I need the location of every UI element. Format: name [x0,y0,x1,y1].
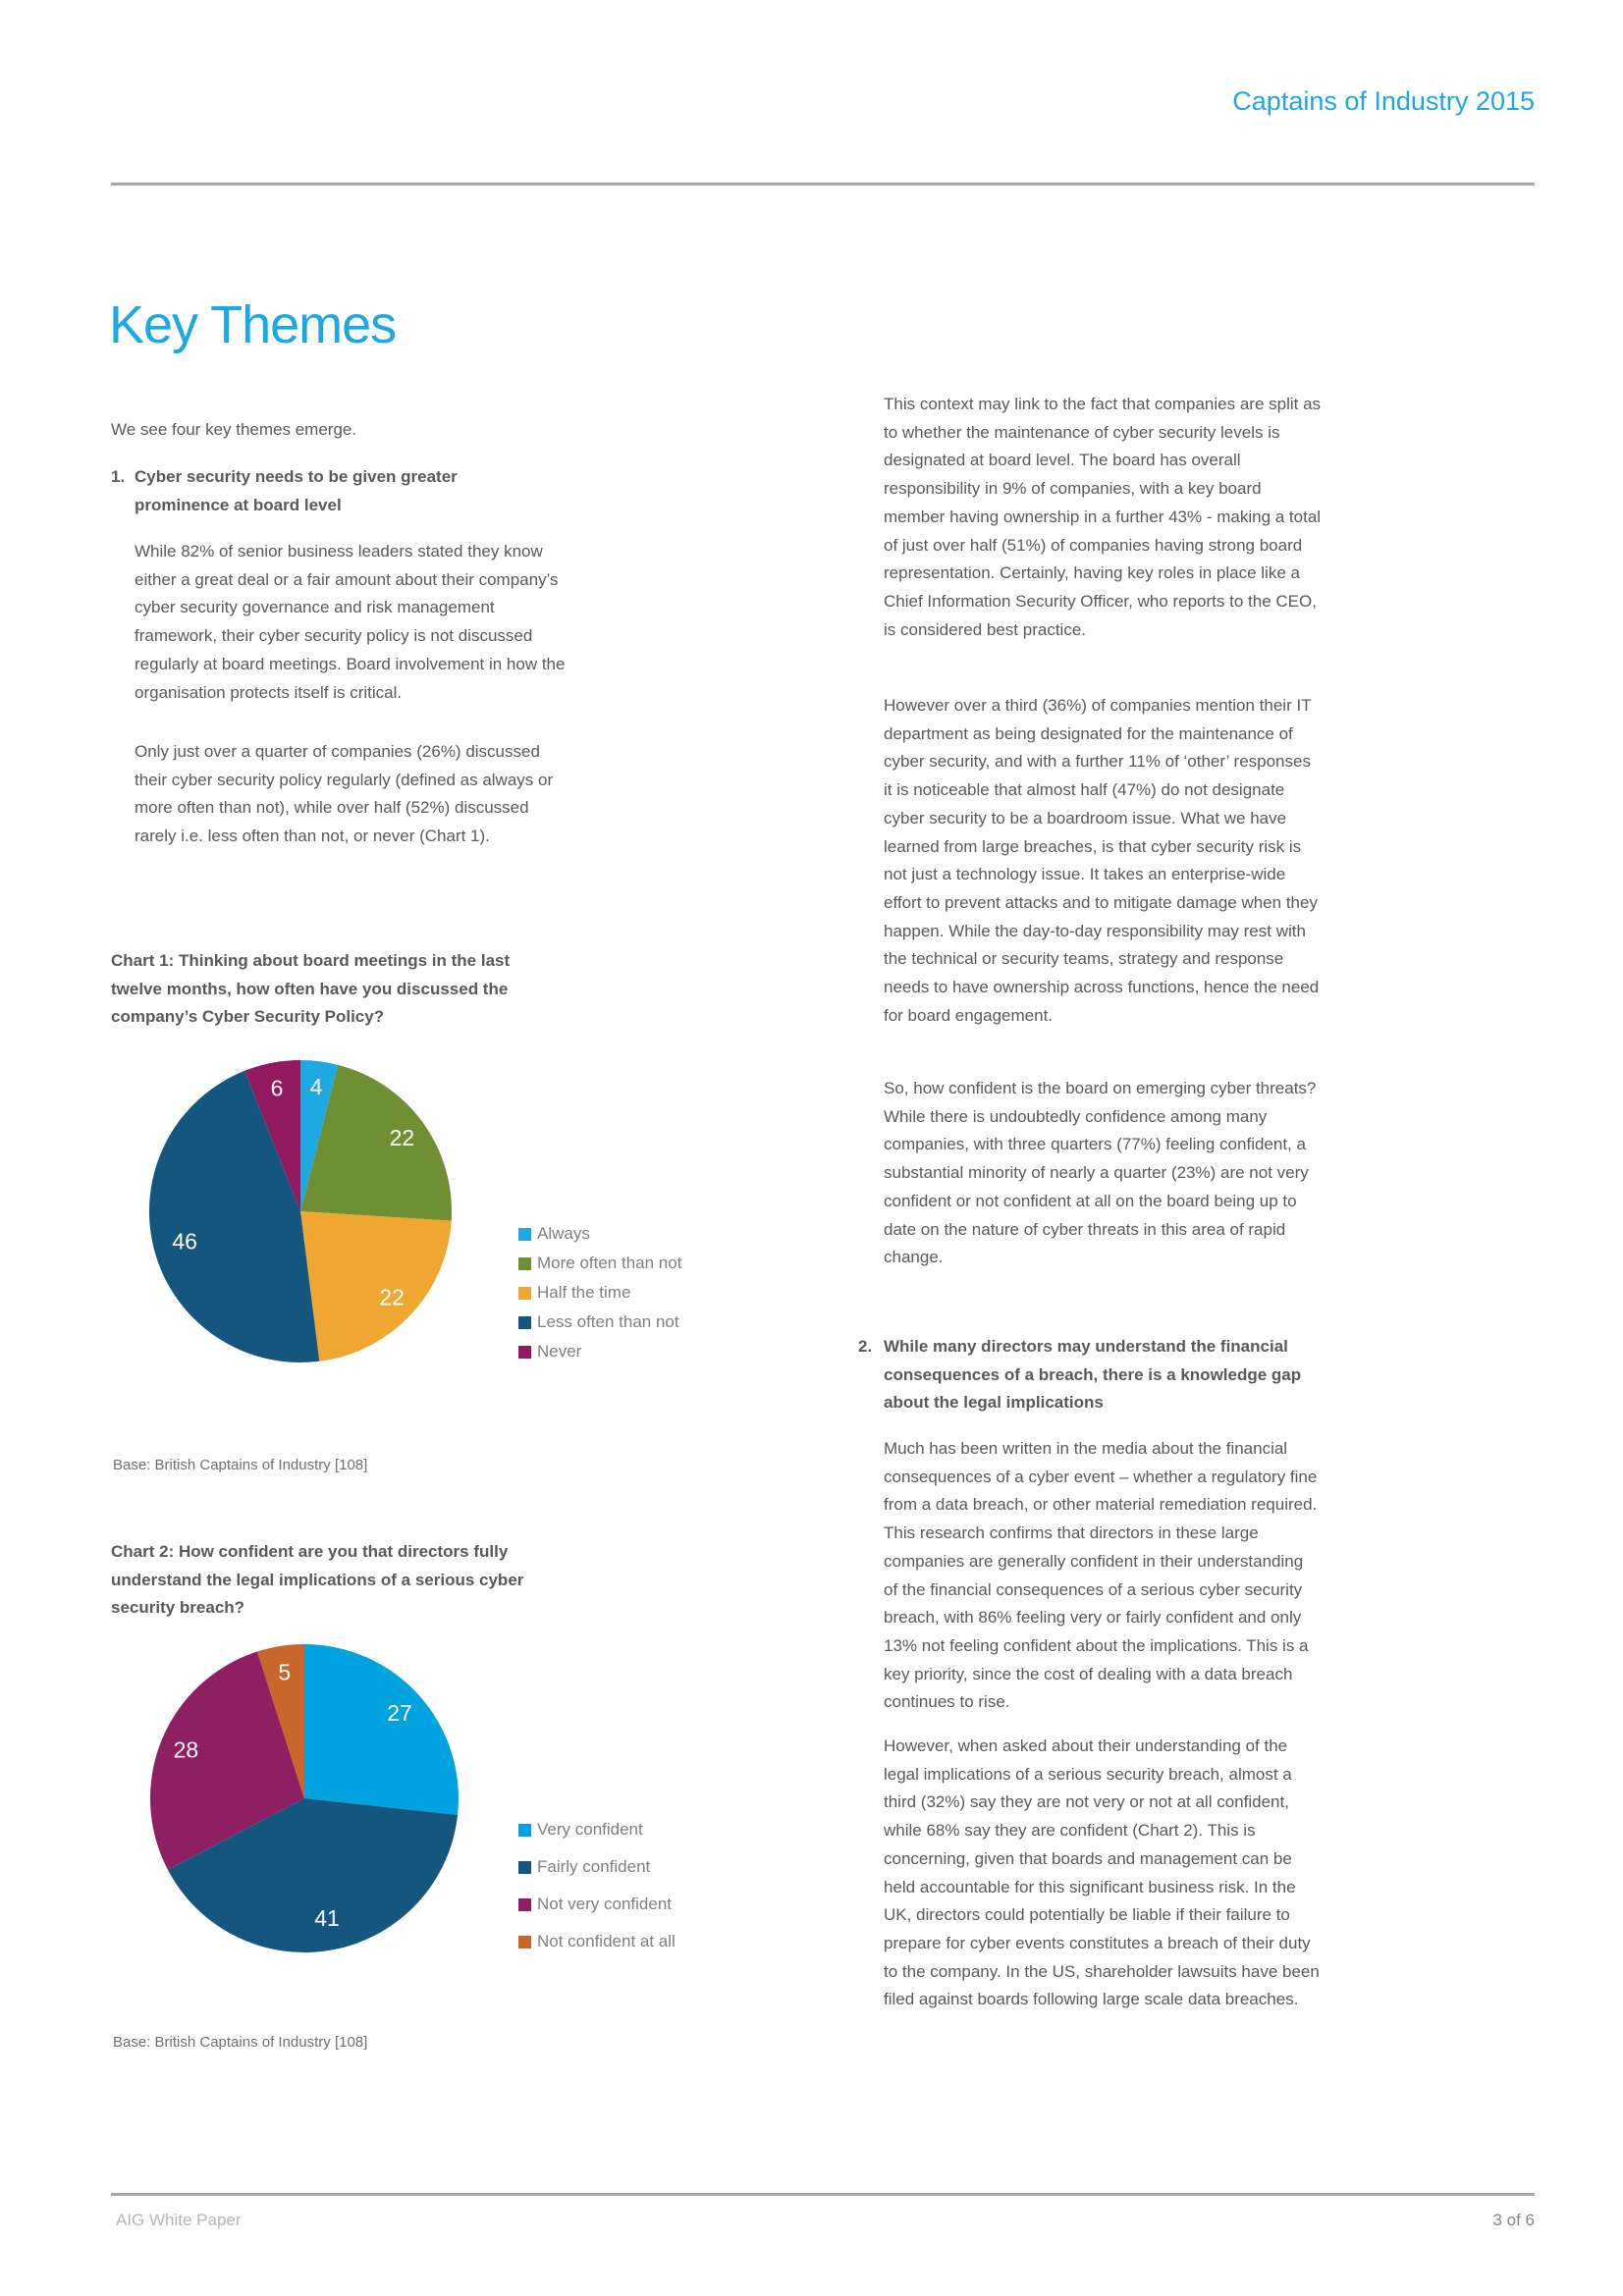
pie-value-label: 22 [389,1124,415,1150]
paragraph: So, how confident is the board on emerging cyber threats? While there is undoubtedly confidence among many companies, with three quarters (77%) feeling confident, a substantial minority of nearly a quarter (23%) are not very confident or not confident at all on the board being up to date on the nature of cyber threats in this area of rapid change. [884,1079,1317,1267]
legend-item [518,1308,681,1337]
pie-value-label: 46 [172,1228,197,1255]
legend-color-chip [518,1861,531,1874]
footer-rule [111,2193,1535,2196]
legend-color-chip [518,1257,531,1270]
pie-chart-1 [138,1049,462,1373]
legend-label: Fairly confident [537,1857,651,1876]
paragraph: While 82% of senior business leaders stated they know either a great deal or a fair amount about their company’s cyber security governance and risk management framework, their cyber security policy is not discussed regularly at board meetings. Board involvement in how the organisation protects itself is critical. [135,542,566,702]
legend-label: Less often than not [537,1312,679,1331]
list-number-1: 1. [111,467,126,486]
legend-color-chip [518,1898,531,1911]
legend-item [518,1811,676,1848]
pie-slice-half-the-time [300,1211,452,1362]
legend-label: More often than not [537,1254,682,1272]
legend-item [518,1923,676,1960]
paragraph: However, when asked about their understanding of the legal implications of a serious security breach, almost a third (32%) say they are not very or not at all confident, while 68% say they are confident (Chart 2). This is concerning, given that boards and management can be held accountable for this significant business risk. In the UK, directors could potentially be liable if their failure to prepare for cyber events constitutes a breach of their duty to the company. In the US, shareholder lawsuits have been filed against boards following large scale data breaches. [884,1736,1320,2009]
legend-color-chip [518,1824,531,1837]
legend-color-chip [518,1287,531,1300]
chart-1-base-note: Base: British Captains of Industry [108] [113,1457,368,1473]
footer-page-number: 3 of 6 [1492,2211,1535,2229]
paragraph: This context may link to the fact that companies are split as to whether the maintenance of cyber security levels is designated at board level. The board has overall responsibility in 9% of companies, with a key board member having ownership in a further 43% - making a total of just over half (51%) of companies having strong board representation. Certainly, having key roles in place like a Chief Information Security Officer, who reports to the CEO, is considered best practice. [884,395,1322,639]
pie-value-label: 28 [173,1736,199,1763]
legend-item [518,1848,676,1886]
legend-item [518,1249,681,1278]
legend-item [518,1886,676,1923]
legend-item [518,1219,681,1249]
chart-2-base-note: Base: British Captains of Industry [108] [113,2034,368,2051]
pie-value-label: 27 [387,1700,412,1726]
paragraph: Much has been written in the media about the financial consequences of a cyber event – whether a regulatory fine from a data breach, or other material remediation required. This research confirms that directors in these large companies are generally confident in their understanding of the financial consequences of a serious cyber security breach, with 86% feeling very or fairly confident and only 13% not feeling confident about the implications. This is a key priority, since the cost of dealing with a data breach continues to rise. [884,1439,1318,1712]
pie-value-label: 22 [379,1284,405,1310]
footer-document-name: AIG White Paper [116,2211,242,2229]
pie-value-label: 4 [309,1074,323,1100]
legend-item [518,1337,681,1366]
legend-color-chip [518,1228,531,1241]
chart-1-title: Chart 1: Thinking about board meetings in the last twelve months, how often have you discussed the company’s Cyber Security Policy? [111,951,511,1027]
paragraph: Only just over a quarter of companies (26%) discussed their cyber security policy regularly (defined as always or more often than not), while over half (52%) discussed rarely i.e. less often than not, or never (Chart 1). [135,742,554,846]
page-title: Key Themes [109,295,397,354]
pie-value-label: 41 [314,1904,340,1931]
item-1-heading: Cyber security needs to be given greater prominence at board level [135,467,458,514]
chart-1-legend [518,1219,681,1366]
pie-value-label: 6 [270,1075,284,1101]
intro-text: We see four key themes emerge. [111,420,357,439]
header-rule [111,183,1535,186]
list-number-2: 2. [858,1337,873,1356]
chart-2-title: Chart 2: How confident are you that directors fully understand the legal implications of a serious cyber security breach? [111,1542,524,1618]
legend-label: Very confident [537,1820,643,1839]
legend-label: Always [537,1224,590,1243]
legend-color-chip [518,1936,531,1949]
legend-color-chip [518,1316,531,1329]
legend-label: Not confident at all [537,1932,676,1950]
paragraph: However over a third (36%) of companies mention their IT department as being designated for the maintenance of cyber security, and with a further 11% of ‘other’ responses it is noticeable that almost half (47%) do not designate cyber security to be a boardroom issue. What we have learned from large breaches, is that cyber security risk is not just a technology issue. It takes an enterprise-wide effort to prevent attacks and to mitigate damage when they happen. While the day-to-day responsibility may rest with the technical or security teams, strategy and response needs to have ownership across functions, hence the need for board engagement. [884,696,1320,1025]
legend-item [518,1278,681,1308]
legend-color-chip [518,1346,531,1359]
legend-label: Never [537,1342,582,1361]
item-2-heading: While many directors may understand the financial consequences of a breach, there is a knowledge gap about the legal implications [884,1337,1302,1413]
legend-label: Not very confident [537,1895,673,1913]
pie-slice-very-confident [304,1644,459,1815]
pie-chart-2 [139,1633,469,1963]
legend-label: Half the time [537,1283,631,1302]
header-title: Captains of Industry 2015 [1232,86,1535,116]
chart-2-legend [518,1811,676,1960]
pie-value-label: 5 [278,1659,292,1685]
